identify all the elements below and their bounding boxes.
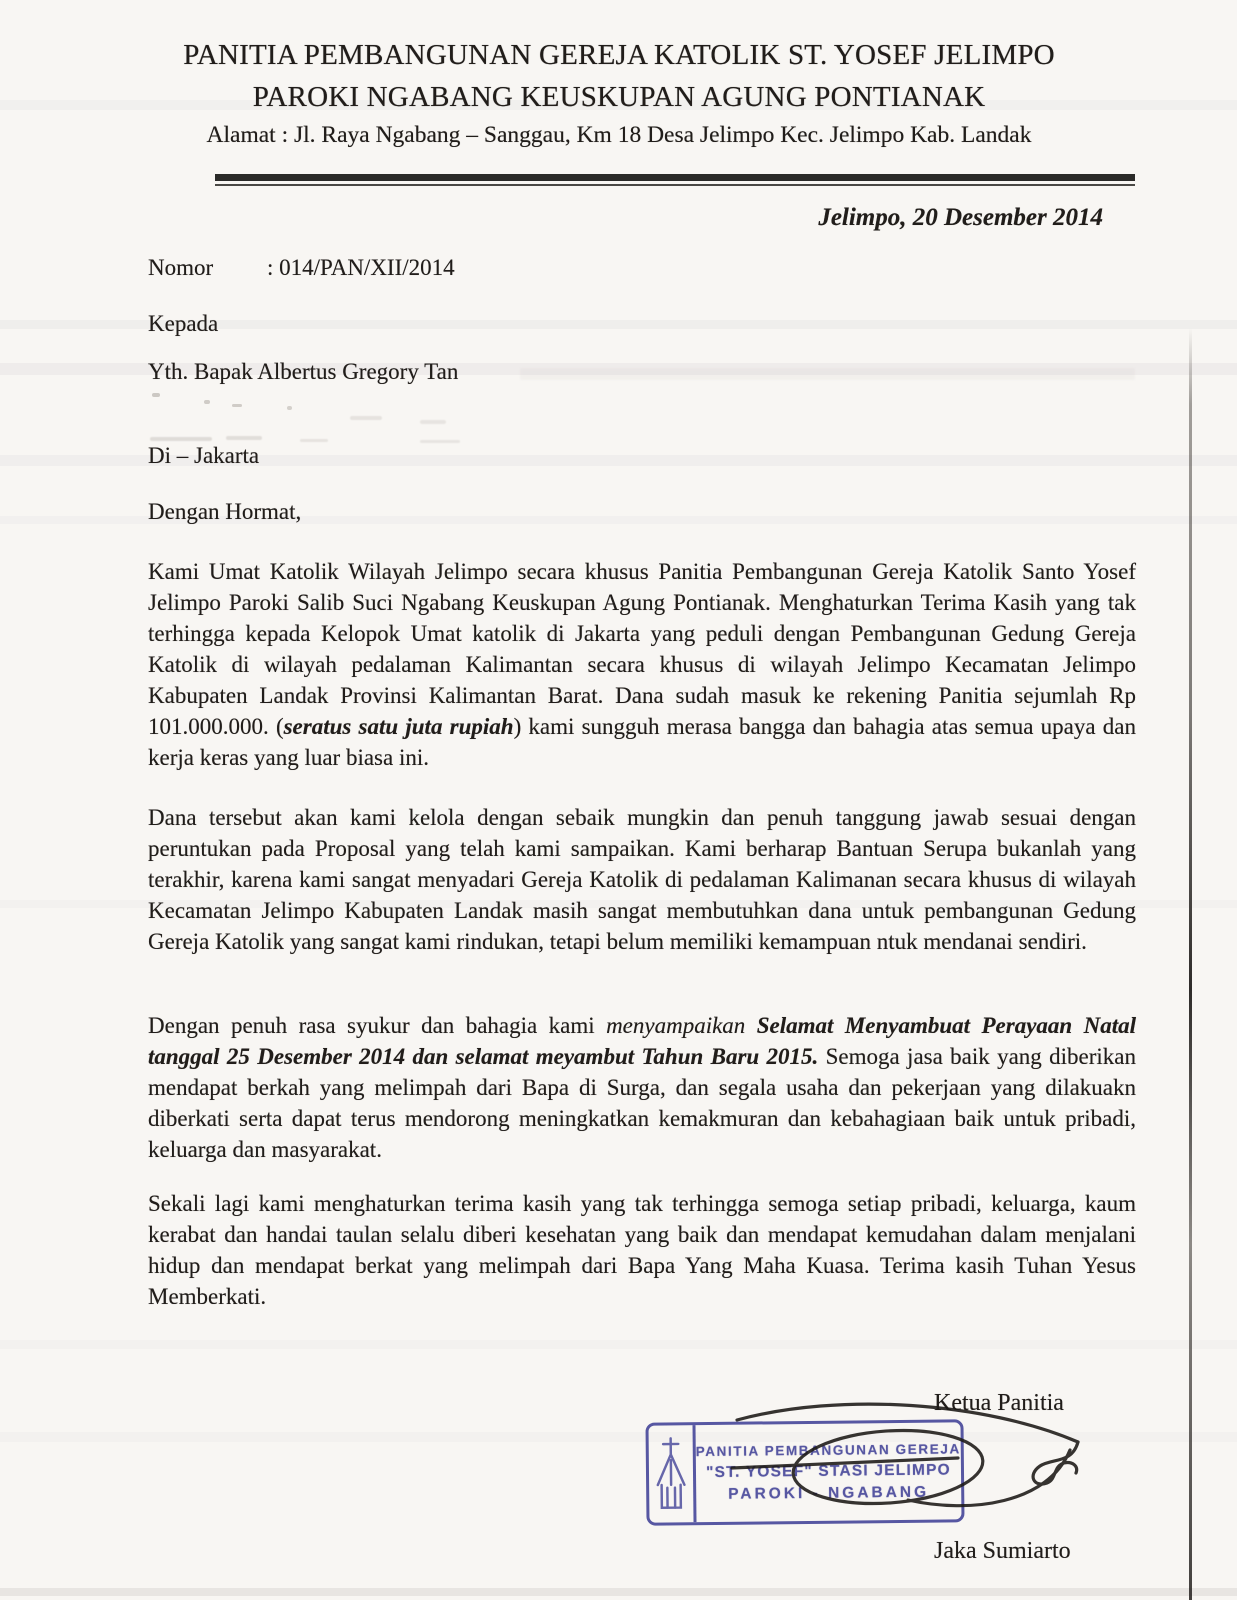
salutation: Dengan Hormat, [148, 499, 302, 524]
letterhead-divider-rule [215, 174, 1135, 186]
body-paragraph-3 [148, 1010, 1136, 1165]
paragraph-1-text: Kami Umat Katolik Wilayah Jelimpo secara khusus Panitia Pembangunan Gereja Katolik Santo Yosef Jelimpo Paroki Salib Suci Ngabang Keuskupan Agung Pontianak. Menghaturkan Terima Kasih yang tak terhingga kepada Kelopok Umat katolik di Jakarta yang peduli dengan Pembangunan Gedung Gereja Katolik di wilayah pedalaman Kalimantan secara khusus di wilayah Jelimpo Kecamatan Jelimpo Kabupaten Landak Provinsi Kalimantan Barat. Dana sudah masuk ke rekening Panitia sejumlah Rp 101.000.000. ( [148, 559, 1136, 739]
paragraph-3-italic: menyampaikan [606, 1013, 746, 1038]
body-paragraph-4: Sekali lagi kami menghaturkan terima kasih yang tak terhingga semoga setiap pribadi, keluarga, kaum kerabat dan handai taulan selalu diberi kesehatan yang baik dan mendapat kemudahan dalam menjalani hidup dan mendapat berkat yang melimpah dari Bapa Yang Maha Kuasa. Terima kasih Tuhan Yesus Memberkati. [148, 1191, 1136, 1309]
committee-stamp [645, 1419, 964, 1525]
nomor-value: : 014/PAN/XII/2014 [267, 255, 455, 280]
stamp-line-3: PAROKI - NGABANG [728, 1483, 930, 1503]
letter-date: Jelimpo, 20 Desember 2014 [818, 204, 1103, 231]
erased-text-remnant [152, 393, 160, 397]
erased-text-remnant [226, 436, 262, 440]
erased-text-remnant [420, 440, 460, 443]
erased-text-remnant [232, 404, 242, 407]
erased-text-remnant [300, 439, 328, 442]
paragraph-1-emphasis: seratus satu juta rupiah [283, 714, 514, 739]
stamp-line-1: PANITIA PEMBANGUNAN GEREJA [695, 1440, 961, 1459]
recipient-city: Di – Jakarta [148, 443, 260, 468]
erased-text-remnant [520, 368, 1135, 380]
paragraph-3-emphasis: Selamat Menyambuat Perayaan Natal tanggal 25 Desember 2014 dan selamat meyambut Tahun Baru 2015. [148, 1013, 1137, 1069]
scan-streak [0, 1432, 1237, 1442]
nomor-label: Nomor [148, 255, 214, 280]
paragraph-3-tail: Semoga jasa baik yang diberikan mendapat berkah yang melimpah dari Bapa di Surga, dan segala usaha dan pekerjaan yang dilakuakn diberkati serta dapat terus mendorong meningkatkan kemakmuran dan kebahagiaan baik untuk pribadi, keluarga dan masyarakat. [148, 1044, 1136, 1162]
erased-text-remnant [420, 420, 446, 424]
kepada-label: Kepada [148, 311, 219, 336]
letterhead-address: Alamat : Jl. Raya Ngabang – Sanggau, Km 18 Desa Jelimpo Kec. Jelimpo Kab. Landak [206, 122, 1032, 148]
letterhead [124, 34, 1114, 152]
scan-edge-line [1189, 328, 1192, 1600]
stamp-line-2: "ST. YOSEF" STASI JELIMPO [705, 1460, 951, 1481]
body-paragraph-2: Dana tersebut akan kami kelola dengan sebaik mungkin dan penuh tanggung jawab sesuai dengan peruntukan pada Proposal yang telah kami sampaikan. Kami berharap Bantuan Serupa bukanlah yang terakhir, karena kami sangat menyadari Gereja Katolik di pedalaman Kalimanan secara khusus di wilayah Kecamatan Jelimpo Kabupaten Landak masih sangat membutuhkan dana untuk pembangunan Gedung Gereja Katolik yang sangat kami rindukan, tetapi belum memiliki kemampuan ntuk mendanai sendiri. [148, 805, 1136, 954]
recipient-name: Yth. Bapak Albertus Gregory Tan [148, 359, 459, 384]
erased-text-remnant [150, 437, 212, 441]
letterhead-line1: PANITIA PEMBANGUNAN GEREJA KATOLIK ST. YOSEF JELIMPO [183, 39, 1055, 71]
stamp-icon-cell [649, 1425, 697, 1522]
scan-streak [0, 1340, 1237, 1349]
paragraph-1-tail: ) kami sungguh merasa bangga dan bahagia atas semua upaya dan kerja keras yang luar biasa ini. [148, 714, 1136, 770]
letterhead-line2: PAROKI NGABANG KEUSKUPAN AGUNG PONTIANAK [252, 81, 986, 113]
nomor-row [148, 255, 455, 281]
paragraph-3-text: Dengan penuh rasa syukur dan bahagia kami [148, 1013, 607, 1038]
signer-name: Jaka Sumiarto [934, 1538, 1071, 1564]
scan-streak [0, 1588, 1237, 1596]
church-cross-icon [652, 1435, 691, 1513]
erased-text-remnant [287, 406, 292, 410]
erased-text-remnant [350, 416, 382, 420]
stamp-text [695, 1422, 961, 1522]
body-paragraph-1 [148, 556, 1136, 773]
erased-text-remnant [204, 400, 210, 404]
signer-title: Ketua Panitia [934, 1390, 1064, 1416]
